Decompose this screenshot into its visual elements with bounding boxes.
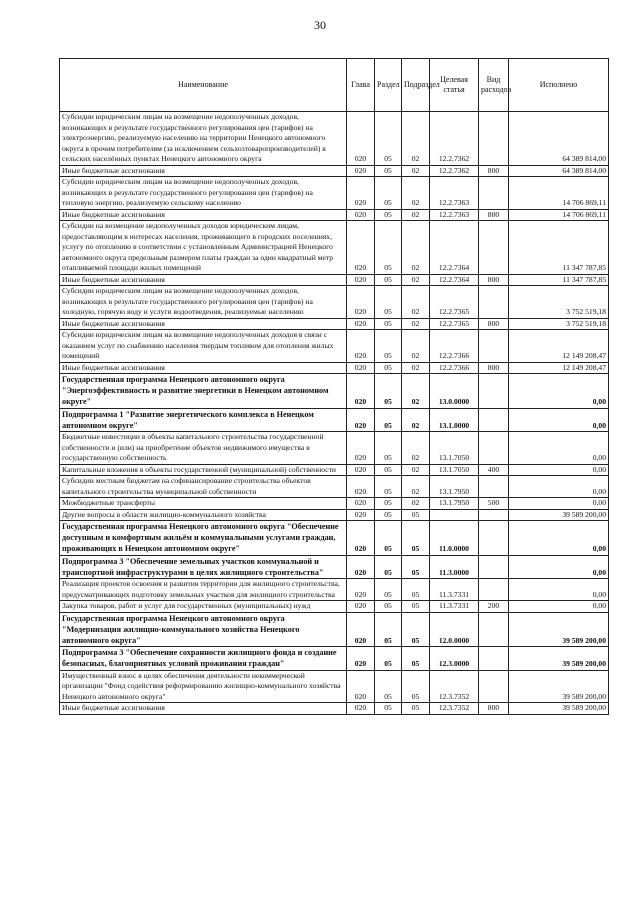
cell-name: Субсидии на возмещение недополученных доходов юридическим лицам, предоставляющим в интересах населения, проживающего в городских поселениях, услугу по отоплению в соответствии с установленным Администрацией Ненецкого автономного округа предельным размером платы граждан за один квадратный метр отапливаемой площади жилых помещений [60,221,347,275]
cell-chapter: 020 [347,555,375,578]
table-row [60,274,609,286]
cell-amount: 3 752 519,18 [509,286,609,319]
table-row [60,286,609,319]
cell-name: Подпрограмма 3 "Обеспечение земельных участков коммунальной и транспортной инфраструктурами в целях жилищного строительства" [60,555,347,578]
cell-chapter: 020 [347,177,375,210]
cell-section: 05 [375,555,402,578]
page-number: 30 [314,18,326,32]
cell-article: 12.3.7352 [430,703,479,715]
cell-section: 05 [375,432,402,465]
cell-article: 13.1.7050 [430,464,479,476]
cell-expense-type [479,286,509,319]
table-row [60,221,609,275]
cell-expense-type [479,670,509,703]
cell-chapter: 020 [347,362,375,374]
cell-chapter: 020 [347,670,375,703]
cell-article: 12.2.7363 [430,177,479,210]
table-row [60,165,609,177]
cell-name: Иные бюджетные ассигнования [60,209,347,221]
cell-name: Иные бюджетные ассигнования [60,318,347,330]
cell-section: 05 [375,221,402,275]
cell-subsection: 02 [402,274,430,286]
cell-chapter: 020 [347,221,375,275]
cell-amount: 0,00 [509,601,609,613]
cell-expense-type: 800 [479,318,509,330]
header-name: Наименование [60,59,347,112]
cell-chapter: 020 [347,112,375,166]
cell-chapter: 020 [347,464,375,476]
cell-amount: 0,00 [509,432,609,465]
table-row [60,703,609,715]
table-row [60,647,609,670]
cell-subsection: 05 [402,647,430,670]
cell-article: 12.0.0000 [430,612,479,647]
header-expense-type: Вид расходов [479,59,509,112]
cell-section: 05 [375,476,402,498]
cell-article: 12.2.7366 [430,330,479,363]
cell-name: Другие вопросы в области жилищно-коммунального хозяйства [60,509,347,521]
cell-amount: 39 589 200,00 [509,612,609,647]
cell-expense-type: 800 [479,703,509,715]
cell-section: 05 [375,209,402,221]
cell-article: 11.3.7331 [430,579,479,601]
cell-subsection: 05 [402,601,430,613]
cell-chapter: 020 [347,432,375,465]
cell-expense-type [479,432,509,465]
cell-article: 13.1.7050 [430,432,479,465]
cell-expense-type: 800 [479,209,509,221]
cell-section: 05 [375,286,402,319]
cell-chapter: 020 [347,647,375,670]
cell-subsection: 02 [402,464,430,476]
cell-section: 05 [375,601,402,613]
cell-amount: 39 589 200,00 [509,703,609,715]
cell-article: 12.2.7362 [430,165,479,177]
table-row [60,374,609,409]
cell-article: 12.2.7365 [430,318,479,330]
cell-article: 12.2.7364 [430,274,479,286]
cell-subsection: 02 [402,221,430,275]
cell-article: 11.3.7331 [430,601,479,613]
cell-name: Государственная программа Ненецкого автономного округа "Обеспечение доступным и комфортным жильём и коммунальными услугами граждан, проживающих в Ненецком автономном округе" [60,521,347,556]
cell-amount: 0,00 [509,521,609,556]
cell-chapter: 020 [347,509,375,521]
table-row [60,509,609,521]
cell-expense-type [479,476,509,498]
cell-subsection: 02 [402,209,430,221]
table-row [60,464,609,476]
cell-chapter: 020 [347,374,375,409]
header-chapter: Глава [347,59,375,112]
cell-section: 05 [375,509,402,521]
cell-expense-type [479,521,509,556]
cell-amount: 11 347 787,85 [509,221,609,275]
cell-section: 05 [375,362,402,374]
cell-chapter: 020 [347,521,375,556]
table-row [60,670,609,703]
cell-subsection: 02 [402,432,430,465]
cell-expense-type [479,579,509,601]
cell-section: 05 [375,498,402,510]
cell-expense-type [479,647,509,670]
cell-amount: 12 149 208,47 [509,362,609,374]
cell-amount: 39 589 200,00 [509,670,609,703]
cell-expense-type: 800 [479,362,509,374]
cell-article: 13.1.0000 [430,408,479,431]
cell-name: Государственная программа Ненецкого автономного округа "Модернизация жилищно-коммунального хозяйства Ненецкого автономного округа" [60,612,347,647]
table-row [60,432,609,465]
cell-article: 12.2.7366 [430,362,479,374]
cell-expense-type: 400 [479,464,509,476]
cell-expense-type: 500 [479,498,509,510]
cell-subsection: 05 [402,579,430,601]
cell-name: Закупка товаров, работ и услуг для государственных (муниципальных) нужд [60,601,347,613]
cell-subsection: 05 [402,670,430,703]
cell-section: 05 [375,330,402,363]
cell-section: 05 [375,274,402,286]
cell-section: 05 [375,670,402,703]
cell-name: Субсидии юридическим лицам на возмещение недополученных доходов в связи с оказанием услуг по снабжению населения твердым топливом для отопления жилых помещений [60,330,347,363]
cell-chapter: 020 [347,498,375,510]
budget-table [59,58,609,715]
cell-name: Иные бюджетные ассигнования [60,362,347,374]
table-row [60,330,609,363]
cell-expense-type [479,112,509,166]
cell-name: Подпрограмма 1 "Развитие энергетического комплекса в Ненецком автономном округе" [60,408,347,431]
cell-name: Субсидии юридическим лицам на возмещение недополученных доходов, возникающих в результате государственного регулирования цен (тарифов) на холодную, горячую воду и услуги водоотведения, реализуемые населению [60,286,347,319]
table-row [60,112,609,166]
cell-expense-type [479,612,509,647]
cell-subsection: 02 [402,112,430,166]
cell-chapter: 020 [347,286,375,319]
table-row [60,521,609,556]
cell-article: 13.1.7950 [430,498,479,510]
cell-article: 11.3.0000 [430,555,479,578]
cell-chapter: 020 [347,476,375,498]
cell-section: 05 [375,464,402,476]
table-row [60,408,609,431]
cell-section: 05 [375,165,402,177]
cell-section: 05 [375,112,402,166]
cell-chapter: 020 [347,579,375,601]
table-row [60,177,609,210]
cell-subsection: 02 [402,177,430,210]
cell-chapter: 020 [347,274,375,286]
cell-expense-type [479,177,509,210]
cell-name: Иные бюджетные ассигнования [60,274,347,286]
cell-amount: 0,00 [509,476,609,498]
cell-chapter: 020 [347,408,375,431]
cell-amount: 0,00 [509,579,609,601]
table-row [60,601,609,613]
cell-chapter: 020 [347,612,375,647]
cell-subsection: 05 [402,703,430,715]
table-row [60,498,609,510]
cell-amount: 3 752 519,18 [509,318,609,330]
cell-subsection: 02 [402,330,430,363]
cell-article: 13.1.7950 [430,476,479,498]
cell-section: 05 [375,177,402,210]
header-subsection: Подраздел [402,59,430,112]
cell-subsection: 02 [402,408,430,431]
cell-subsection: 05 [402,521,430,556]
cell-chapter: 020 [347,318,375,330]
cell-name: Иные бюджетные ассигнования [60,165,347,177]
cell-chapter: 020 [347,209,375,221]
cell-name: Реализация проектов освоения и развития территории для жилищного строительства, предусматривающих подготовку земельных участков для жилищного строительства [60,579,347,601]
table-row [60,362,609,374]
cell-name: Капитальные вложения в объекты государственной (муниципальной) собственности [60,464,347,476]
cell-amount: 11 347 787,85 [509,274,609,286]
header-target-article: Целевая статья [430,59,479,112]
table-body [60,112,609,715]
cell-name: Государственная программа Ненецкого автономного округа "Энергоэффективность и развитие энергетики в Ненецком автономном округе" [60,374,347,409]
cell-name: Подпрограмма 3 "Обеспечение сохранности жилищного фонда и создание безопасных, благоприятных условий проживания граждан" [60,647,347,670]
table-row [60,612,609,647]
cell-expense-type: 800 [479,274,509,286]
cell-amount: 0,00 [509,555,609,578]
cell-amount: 14 706 869,11 [509,177,609,210]
cell-chapter: 020 [347,601,375,613]
header-amount: Исполнено [509,59,609,112]
cell-amount: 14 706 869,11 [509,209,609,221]
cell-subsection: 02 [402,498,430,510]
cell-article: 11.0.0000 [430,521,479,556]
cell-name: Субсидии юридическим лицам на возмещение недополученных доходов, возникающих в результате государственного регулирования цен (тарифов) на тепловую энергию, реализуемую сельскому населению [60,177,347,210]
cell-name: Субсидии юридическим лицам на возмещение недополученных доходов, возникающих в результате государственного регулирования цен (тарифов) на электроэнергию, реализуемую населению на территории Ненецкого автономного округа в прочим потребителям (за исключением сельхозтоваропроизводителей) в сельских населённых пунктах Ненецкого автономного округа [60,112,347,166]
cell-section: 05 [375,612,402,647]
cell-article: 12.2.7363 [430,209,479,221]
cell-expense-type: 800 [479,165,509,177]
cell-article: 12.2.7365 [430,286,479,319]
cell-section: 05 [375,318,402,330]
cell-name: Имущественный взнос в целях обеспечения деятельности некоммерческой организации "Фонд содействия реформированию жилищно-коммунального хозяйства Ненецкого автономного округа" [60,670,347,703]
cell-amount: 64 389 814,00 [509,165,609,177]
cell-subsection: 02 [402,165,430,177]
cell-expense-type [479,374,509,409]
header-row [60,59,609,112]
cell-subsection: 02 [402,286,430,319]
cell-article: 12.3.0000 [430,647,479,670]
cell-chapter: 020 [347,703,375,715]
cell-amount: 39 589 200,00 [509,509,609,521]
table-row [60,555,609,578]
cell-subsection: 05 [402,509,430,521]
cell-subsection: 05 [402,612,430,647]
cell-article: 12.2.7364 [430,221,479,275]
cell-amount: 0,00 [509,464,609,476]
cell-amount: 12 149 208,47 [509,330,609,363]
cell-expense-type [479,221,509,275]
cell-subsection: 02 [402,374,430,409]
cell-name: Иные бюджетные ассигнования [60,703,347,715]
cell-section: 05 [375,374,402,409]
cell-amount: 0,00 [509,498,609,510]
table-row [60,476,609,498]
cell-name: Межбюджетные трансферты [60,498,347,510]
cell-amount: 39 589 200,00 [509,647,609,670]
cell-subsection: 02 [402,318,430,330]
cell-article: 12.2.7362 [430,112,479,166]
cell-amount: 0,00 [509,408,609,431]
table-row [60,318,609,330]
header-section: Раздел [375,59,402,112]
cell-section: 05 [375,408,402,431]
cell-amount: 64 389 814,00 [509,112,609,166]
cell-expense-type [479,330,509,363]
table-row [60,579,609,601]
cell-article [430,509,479,521]
cell-expense-type [479,509,509,521]
cell-expense-type [479,408,509,431]
cell-article: 13.0.0000 [430,374,479,409]
cell-amount: 0,00 [509,374,609,409]
cell-chapter: 020 [347,165,375,177]
table-row [60,209,609,221]
cell-section: 05 [375,703,402,715]
cell-name: Бюджетные инвестиции в объекты капитального строительства государственной собственности и (или) на приобретение объектов недвижимого имущества в государственную собственность [60,432,347,465]
cell-expense-type [479,555,509,578]
cell-name: Субсидии местным бюджетам на софинансирование строительства объектов капитального строительства муниципальной собственности [60,476,347,498]
cell-subsection: 05 [402,555,430,578]
cell-subsection: 02 [402,362,430,374]
cell-subsection: 02 [402,476,430,498]
cell-expense-type: 200 [479,601,509,613]
cell-chapter: 020 [347,330,375,363]
cell-article: 12.3.7352 [430,670,479,703]
cell-section: 05 [375,521,402,556]
cell-section: 05 [375,647,402,670]
cell-section: 05 [375,579,402,601]
